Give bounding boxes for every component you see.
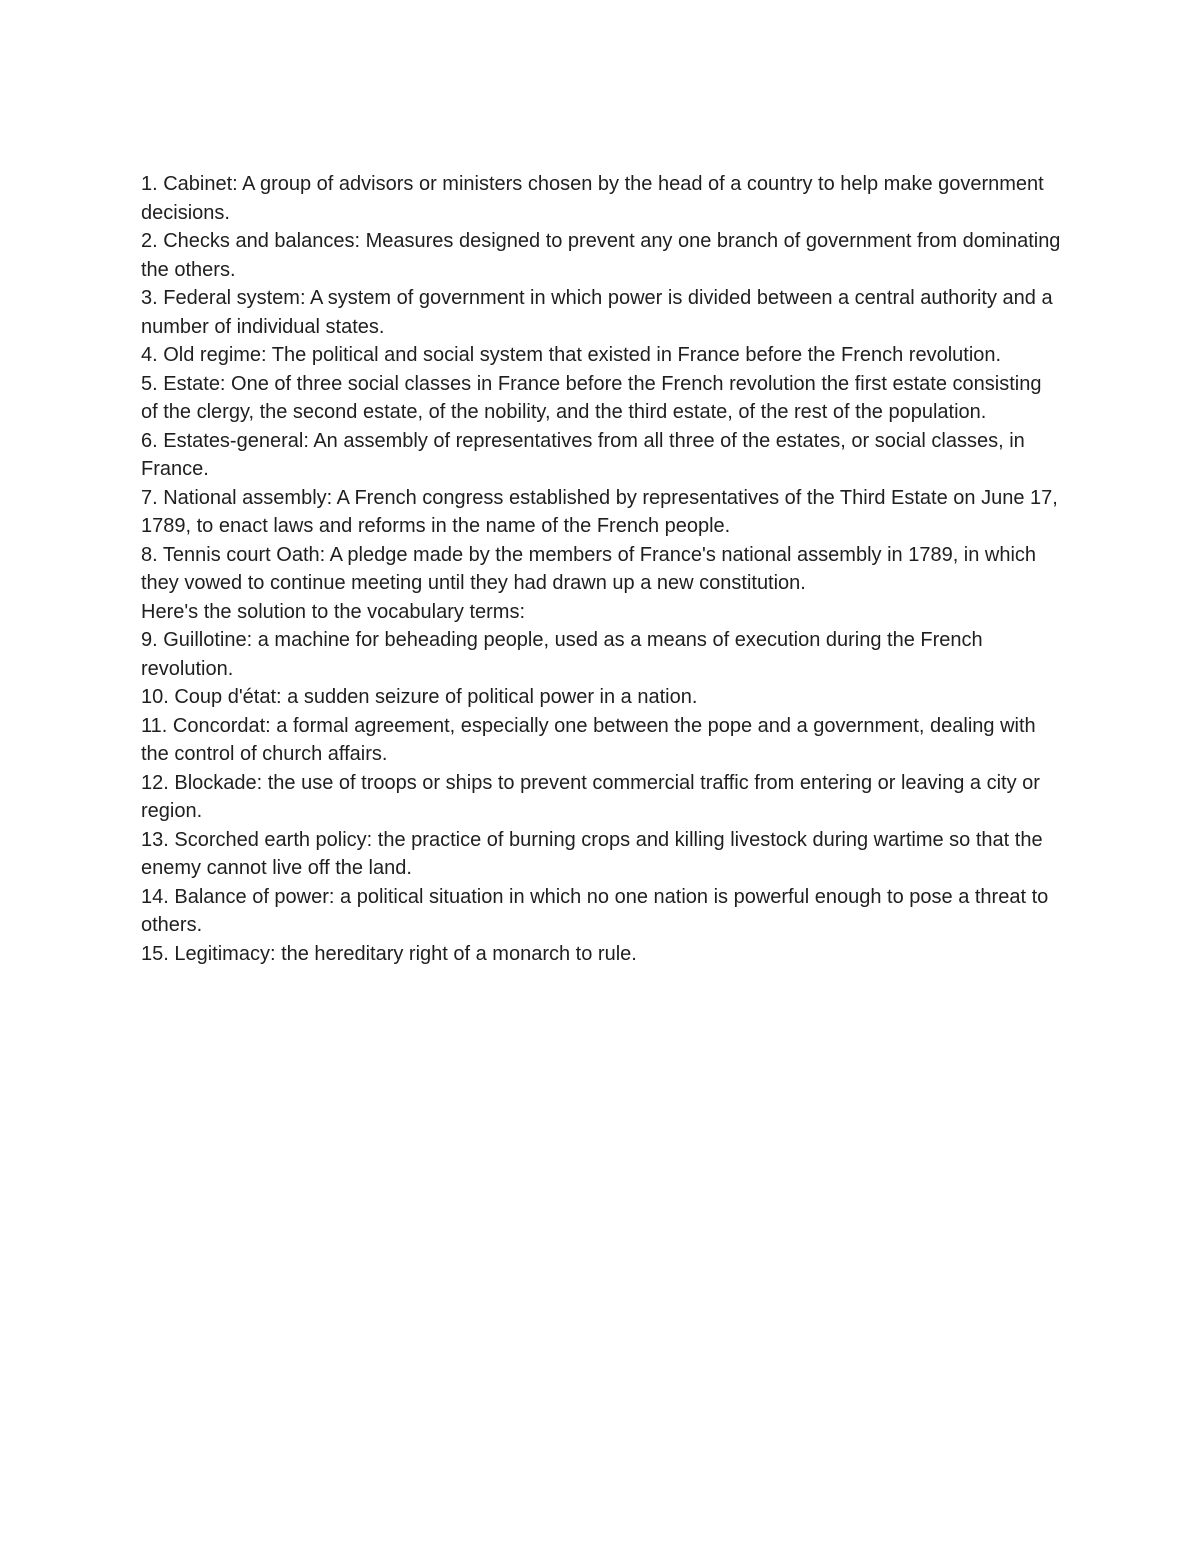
vocab-item-3: 3. Federal system: A system of government in which power is divided between a central authority and a number of individual states. (141, 287, 1053, 338)
vocab-item-12: 12. Blockade: the use of troops or ships to prevent commercial traffic from entering or leaving a city or region. (141, 771, 1040, 822)
vocab-item-4: 4. Old regime: The political and social system that existed in France before the French revolution. (141, 344, 1002, 366)
vocab-item-2: 2. Checks and balances: Measures designed to prevent any one branch of government from dominating the others. (141, 230, 1061, 281)
vocab-item-15: 15. Legitimacy: the hereditary right of a monarch to rule. (141, 942, 637, 965)
vocab-item-6: 6. Estates-general: An assembly of representatives from all three of the estates, or social classes, in France. (141, 429, 1025, 480)
vocab-item-14: 14. Balance of power: a political situation in which no one nation is powerful enough to pose a threat to others. (141, 885, 1049, 936)
vocab-item-8: 8. Tennis court Oath: A pledge made by the members of France's national assembly in 1789, in which they vowed to continue meeting until they had drawn up a new constitution. (141, 543, 1037, 594)
vocab-item-13: 13. Scorched earth policy: the practice of burning crops and killing livestock during wartime so that the enemy cannot live off the land. (141, 828, 1043, 879)
document-body (141, 170, 1061, 968)
solution-intro: Here's the solution to the vocabulary terms: (141, 600, 526, 623)
vocab-item-9: 9. Guillotine: a machine for beheading people, used as a means of execution during the French revolution. (141, 629, 983, 680)
vocab-item-10: 10. Coup d'état: a sudden seizure of political power in a nation. (141, 686, 698, 708)
vocab-item-11: 11. Concordat: a formal agreement, especially one between the pope and a government, dealing with the control of church affairs. (141, 714, 1036, 765)
vocab-item-7: 7. National assembly: A French congress established by representatives of the Third Estate on June 17, 1789, to enact laws and reforms in the name of the French people. (141, 486, 1058, 537)
vocab-item-1: 1. Cabinet: A group of advisors or ministers chosen by the head of a country to help make government decisions. (141, 173, 1044, 224)
vocab-item-5: 5. Estate: One of three social classes in France before the French revolution the first estate consisting of the clergy, the second estate, of the nobility, and the third estate, of the rest of the population. (141, 372, 1042, 423)
